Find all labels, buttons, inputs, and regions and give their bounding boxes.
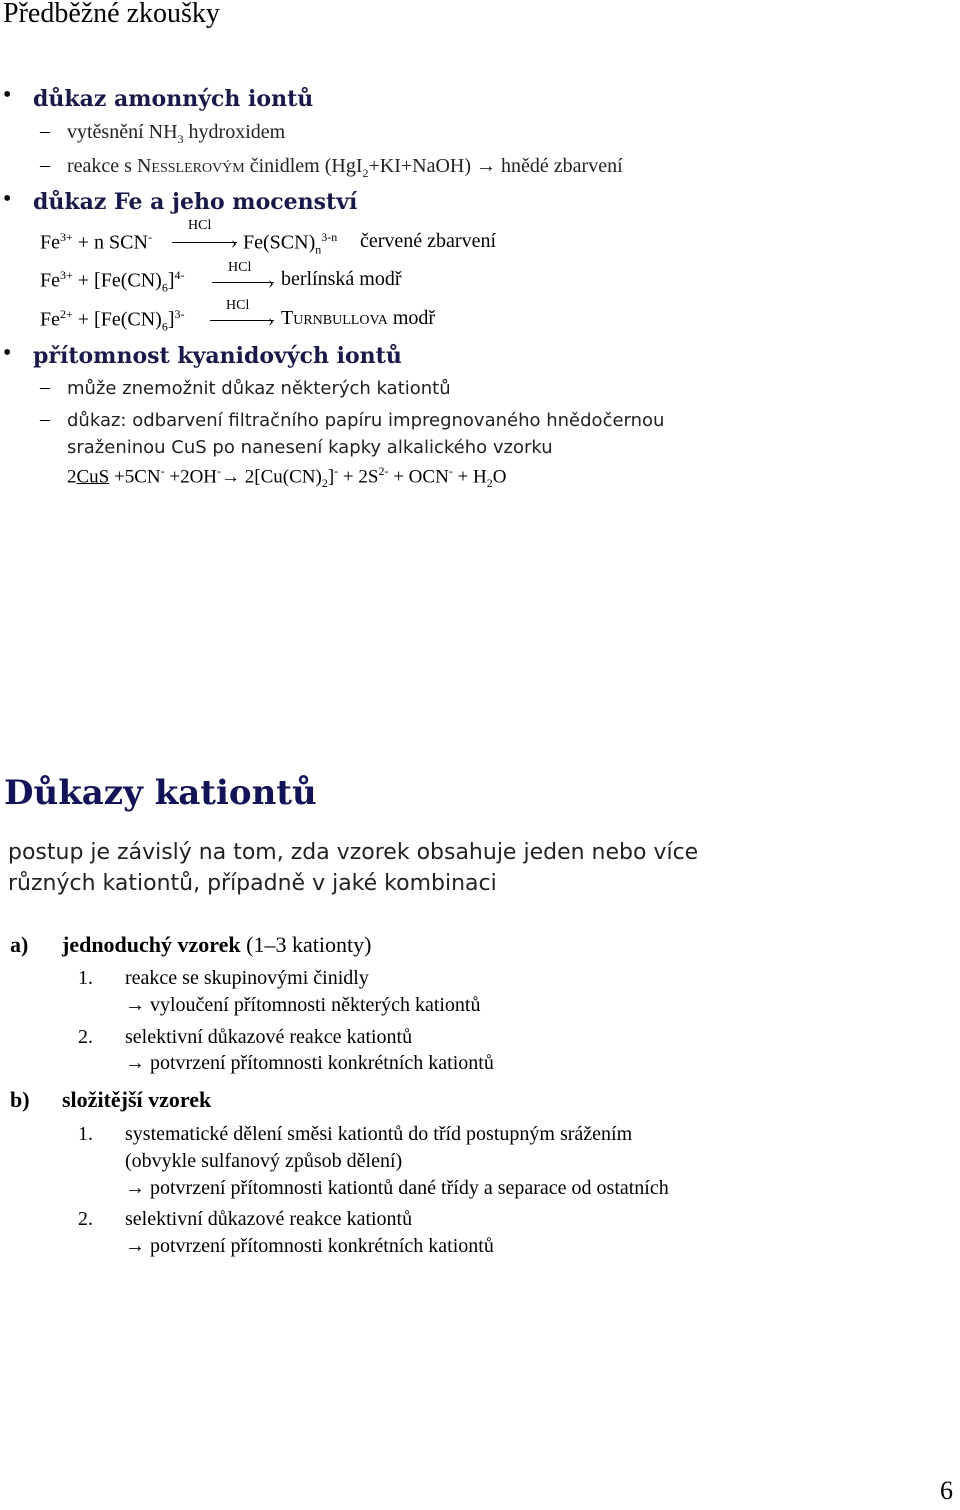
item-cyanide-2: důkaz: odbarvení filtračního papíru impregnovaného hnědočernou [67,410,665,431]
arrow-right-icon: › [268,310,274,330]
bullet-dot: • [3,340,12,366]
dash: – [40,154,50,176]
intro-line-2: různých kationtů, případně v jaké kombinaci [8,871,497,896]
bullet-dot: • [3,82,12,108]
reaction-fe3-scn: $Fe^{3+} + n$ SCN- [40,230,152,254]
step-text: reakce se skupinovými činidly [125,967,369,989]
item-cyanide-3: sraženinou CuS po nanesení kapky alkalického vzorku [67,437,553,458]
group-marker-b: b) [10,1087,30,1112]
bullet-heading-cyanide: přítomnost kyanidových iontů [33,343,402,369]
arrow-right-icon: → [221,466,241,488]
step-number: 2. [78,1208,93,1230]
step-number: 1. [78,1123,93,1145]
step-result: → potvrzení přítomnosti konkrétních kationtů [125,1235,494,1257]
group-heading-simple: jednoduchý vzorek (1–3 kationty) [62,932,372,957]
reaction-arrow-line [172,242,237,243]
reaction-arrow-line [210,320,274,321]
equation-cus: $2CuS +5CN^- +2OH^-\to 2[Cu(CN)_2]^- + 2S^{2-} + OCN^- + H_2O$ [67,464,507,491]
group-heading-complex: složitější vzorek [62,1087,212,1112]
step-text-2: (obvykle sulfanový způsob dělení) [125,1150,403,1172]
reaction-result: červené zbarvení [360,230,497,252]
step-text: selektivní důkazové reakce kationtů [125,1026,413,1048]
arrow-label-hcl: HCl [188,218,212,233]
item-cyanide-1: může znemožnit důkaz některých kationtů [67,378,451,399]
reaction-product: $Fe(SCN)_n^{3-n}$ [243,230,338,257]
item-nh3: vytěsnění $NH_3$ hydroxidem [67,121,286,146]
reaction-result: berlínská modř [281,268,402,290]
dash: – [40,120,50,142]
arrow-label-hcl: HCl [228,260,252,275]
reaction-result: Turnbullova modř [281,307,436,329]
step-result: → vyloučení přítomnosti některých kationtů [125,994,481,1016]
reaction-arrow-line [212,282,274,283]
intro-line-1: postup je závislý na tom, zda vzorek obsahuje jeden nebo více [8,840,699,865]
section-title-dukazy-kationtu: Důkazy kationtů [4,773,317,813]
item-nessler: reakce s Nesslerovým činidlem (HgI$_2$+KI+NaOH) → hnědé zbarvení [67,155,623,180]
reaction-fe2-ferricyanide: $Fe^{2+} + [Fe(CN)_6]^{3-}$ [40,307,185,334]
bullet-heading-ammonium: důkaz amonných iontů [33,86,314,112]
step-result: → potvrzení přítomnosti kationtů dané třídy a separace od ostatních [125,1177,669,1199]
bullet-dot: • [3,186,12,212]
page-number: 6 [940,1476,953,1505]
reaction-fe3-ferrocyanide: $Fe^{3+} + [Fe(CN)_6]^{4-}$ [40,268,185,295]
arrow-right-icon: › [268,272,274,292]
arrow-right-icon: › [231,232,237,252]
section-title-predbezne: Předběžné zkoušky [3,0,220,29]
arrow-right-icon: → [476,155,497,177]
step-number: 2. [78,1026,93,1048]
step-number: 1. [78,967,93,989]
group-marker-a: a) [10,932,29,957]
step-result: → potvrzení přítomnosti konkrétních kationtů [125,1052,494,1074]
dash: – [40,408,50,430]
step-text: selektivní důkazové reakce kationtů [125,1208,413,1230]
step-text: systematické dělení směsi kationtů do tříd postupným srážením [125,1123,633,1145]
dash: – [40,376,50,398]
bullet-heading-fe: důkaz Fe a jeho mocenství [33,189,358,215]
arrow-label-hcl: HCl [226,298,250,313]
